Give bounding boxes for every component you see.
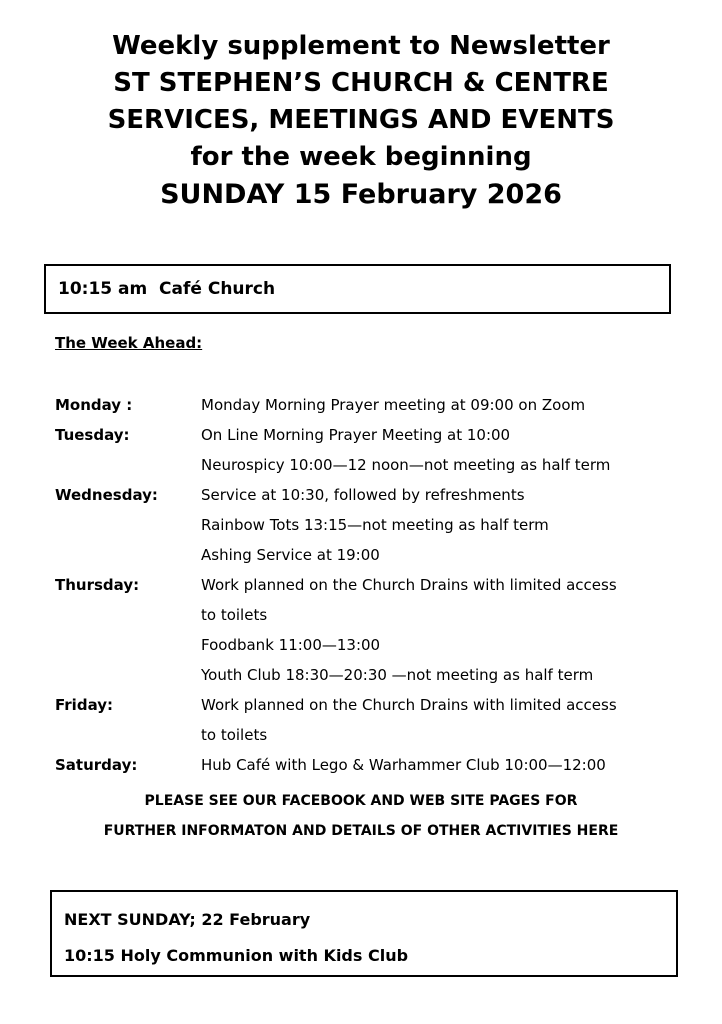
schedule-line bbox=[55, 450, 695, 480]
schedule-entry: Monday Morning Prayer meeting at 09:00 on Zoom bbox=[201, 396, 586, 414]
next-sunday-box bbox=[50, 890, 678, 977]
schedule-line bbox=[55, 600, 695, 630]
schedule-entry: Service at 10:30, followed by refreshments bbox=[201, 486, 525, 504]
header-subtitle: SERVICES, MEETINGS AND EVENTS bbox=[107, 105, 615, 135]
schedule-day: Monday : bbox=[55, 396, 133, 414]
sunday-service-box bbox=[44, 264, 671, 314]
week-ahead-heading: The Week Ahead: bbox=[55, 334, 203, 352]
schedule-line bbox=[55, 390, 695, 420]
schedule-line bbox=[55, 570, 695, 600]
notice-line: FURTHER INFORMATON AND DETAILS OF OTHER ACTIVITIES HERE bbox=[103, 823, 619, 839]
week-schedule bbox=[55, 390, 695, 780]
schedule-day: Tuesday: bbox=[55, 426, 130, 444]
schedule-line bbox=[55, 480, 695, 510]
schedule-line bbox=[55, 510, 695, 540]
schedule-entry: Work planned on the Church Drains with limited access bbox=[201, 696, 617, 714]
next-sunday-service: 10:15 Holy Communion with Kids Club bbox=[64, 946, 409, 965]
schedule-entry: to toilets bbox=[201, 726, 268, 744]
schedule-day: Friday: bbox=[55, 696, 114, 714]
schedule-line bbox=[55, 540, 695, 570]
schedule-entry: Work planned on the Church Drains with limited access bbox=[201, 576, 617, 594]
schedule-line bbox=[55, 750, 695, 780]
header-week-intro: for the week beginning bbox=[190, 142, 532, 172]
newsletter-header bbox=[0, 28, 722, 213]
next-sunday-date: NEXT SUNDAY; 22 February bbox=[64, 910, 311, 929]
schedule-entry: Rainbow Tots 13:15—not meeting as half term bbox=[201, 516, 549, 534]
schedule-entry: Hub Café with Lego & Warhammer Club 10:00—12:00 bbox=[201, 756, 606, 774]
header-title: Weekly supplement to Newsletter bbox=[112, 31, 610, 61]
notice-line: PLEASE SEE OUR FACEBOOK AND WEB SITE PAGES FOR bbox=[144, 793, 578, 809]
schedule-line bbox=[55, 690, 695, 720]
sunday-service-text: 10:15 am Café Church bbox=[58, 279, 276, 299]
schedule-entry: Neurospicy 10:00—12 noon—not meeting as half term bbox=[201, 456, 611, 474]
schedule-entry: Youth Club 18:30—20:30 —not meeting as half term bbox=[201, 666, 594, 684]
further-info-notice bbox=[0, 786, 722, 846]
header-date: SUNDAY 15 February 2026 bbox=[160, 179, 562, 210]
schedule-line bbox=[55, 720, 695, 750]
schedule-entry: Foodbank 11:00—13:00 bbox=[201, 636, 381, 654]
schedule-entry: Ashing Service at 19:00 bbox=[201, 546, 380, 564]
header-church-name: ST STEPHEN’S CHURCH & CENTRE bbox=[113, 68, 609, 98]
schedule-day: Thursday: bbox=[55, 576, 140, 594]
schedule-line bbox=[55, 420, 695, 450]
schedule-entry: On Line Morning Prayer Meeting at 10:00 bbox=[201, 426, 511, 444]
schedule-line bbox=[55, 630, 695, 660]
schedule-day: Wednesday: bbox=[55, 486, 158, 504]
schedule-day: Saturday: bbox=[55, 756, 138, 774]
schedule-line bbox=[55, 660, 695, 690]
schedule-entry: to toilets bbox=[201, 606, 268, 624]
